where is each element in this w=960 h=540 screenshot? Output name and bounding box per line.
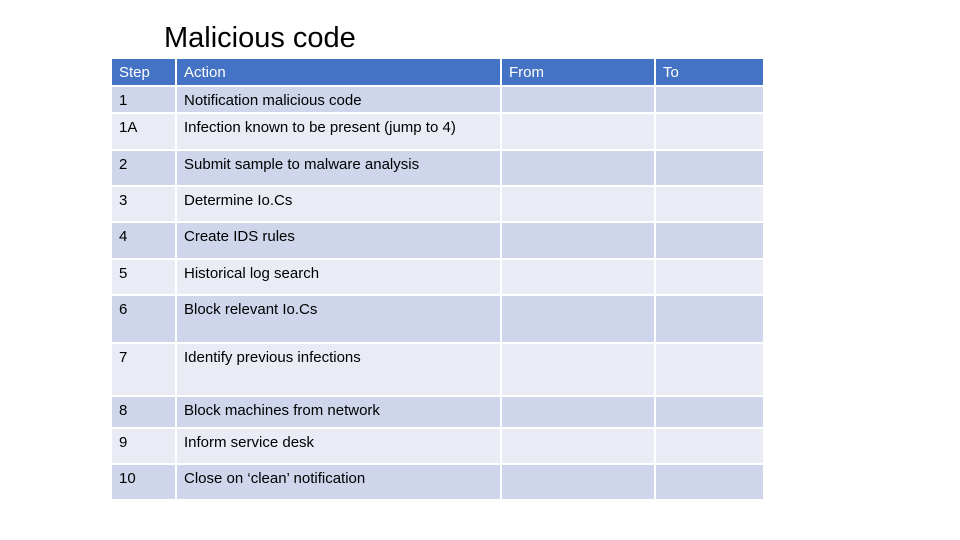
- action-cell: Block relevant Io.Cs: [176, 295, 501, 343]
- from-cell: [501, 222, 655, 259]
- header-step: Step: [111, 58, 176, 86]
- from-cell: [501, 343, 655, 396]
- step-cell: 2: [111, 150, 176, 186]
- to-cell: [655, 428, 764, 464]
- action-cell: Infection known to be present (jump to 4): [176, 113, 501, 150]
- table-header-row: [111, 58, 764, 86]
- table-row: [111, 186, 764, 222]
- page-title: Malicious code: [164, 22, 356, 54]
- step-cell: 5: [111, 259, 176, 295]
- to-cell: [655, 86, 764, 113]
- step-cell: 1A: [111, 113, 176, 150]
- from-cell: [501, 150, 655, 186]
- action-cell: Create IDS rules: [176, 222, 501, 259]
- action-cell: Determine Io.Cs: [176, 186, 501, 222]
- table-row: [111, 86, 764, 113]
- steps-table: [110, 57, 765, 501]
- action-cell: Close on ‘clean’ notification: [176, 464, 501, 500]
- table-row: [111, 150, 764, 186]
- table-row: [111, 428, 764, 464]
- step-cell: 3: [111, 186, 176, 222]
- header-from: From: [501, 58, 655, 86]
- from-cell: [501, 186, 655, 222]
- to-cell: [655, 113, 764, 150]
- to-cell: [655, 295, 764, 343]
- from-cell: [501, 396, 655, 428]
- table-body: [111, 86, 764, 500]
- from-cell: [501, 113, 655, 150]
- to-cell: [655, 343, 764, 396]
- table-row: [111, 343, 764, 396]
- action-cell: Notification malicious code: [176, 86, 501, 113]
- to-cell: [655, 150, 764, 186]
- from-cell: [501, 428, 655, 464]
- table-row: [111, 464, 764, 500]
- action-cell: Block machines from network: [176, 396, 501, 428]
- from-cell: [501, 295, 655, 343]
- action-cell: Historical log search: [176, 259, 501, 295]
- action-cell: Inform service desk: [176, 428, 501, 464]
- action-cell: Identify previous infections: [176, 343, 501, 396]
- step-cell: 8: [111, 396, 176, 428]
- table-row: [111, 113, 764, 150]
- from-cell: [501, 86, 655, 113]
- table-row: [111, 259, 764, 295]
- step-cell: 4: [111, 222, 176, 259]
- table-row: [111, 396, 764, 428]
- step-cell: 1: [111, 86, 176, 113]
- to-cell: [655, 222, 764, 259]
- step-cell: 9: [111, 428, 176, 464]
- table-row: [111, 222, 764, 259]
- to-cell: [655, 259, 764, 295]
- to-cell: [655, 186, 764, 222]
- from-cell: [501, 259, 655, 295]
- to-cell: [655, 464, 764, 500]
- from-cell: [501, 464, 655, 500]
- step-cell: 6: [111, 295, 176, 343]
- action-cell: Submit sample to malware analysis: [176, 150, 501, 186]
- to-cell: [655, 396, 764, 428]
- step-cell: 7: [111, 343, 176, 396]
- step-cell: 10: [111, 464, 176, 500]
- header-to: To: [655, 58, 764, 86]
- table-row: [111, 295, 764, 343]
- header-action: Action: [176, 58, 501, 86]
